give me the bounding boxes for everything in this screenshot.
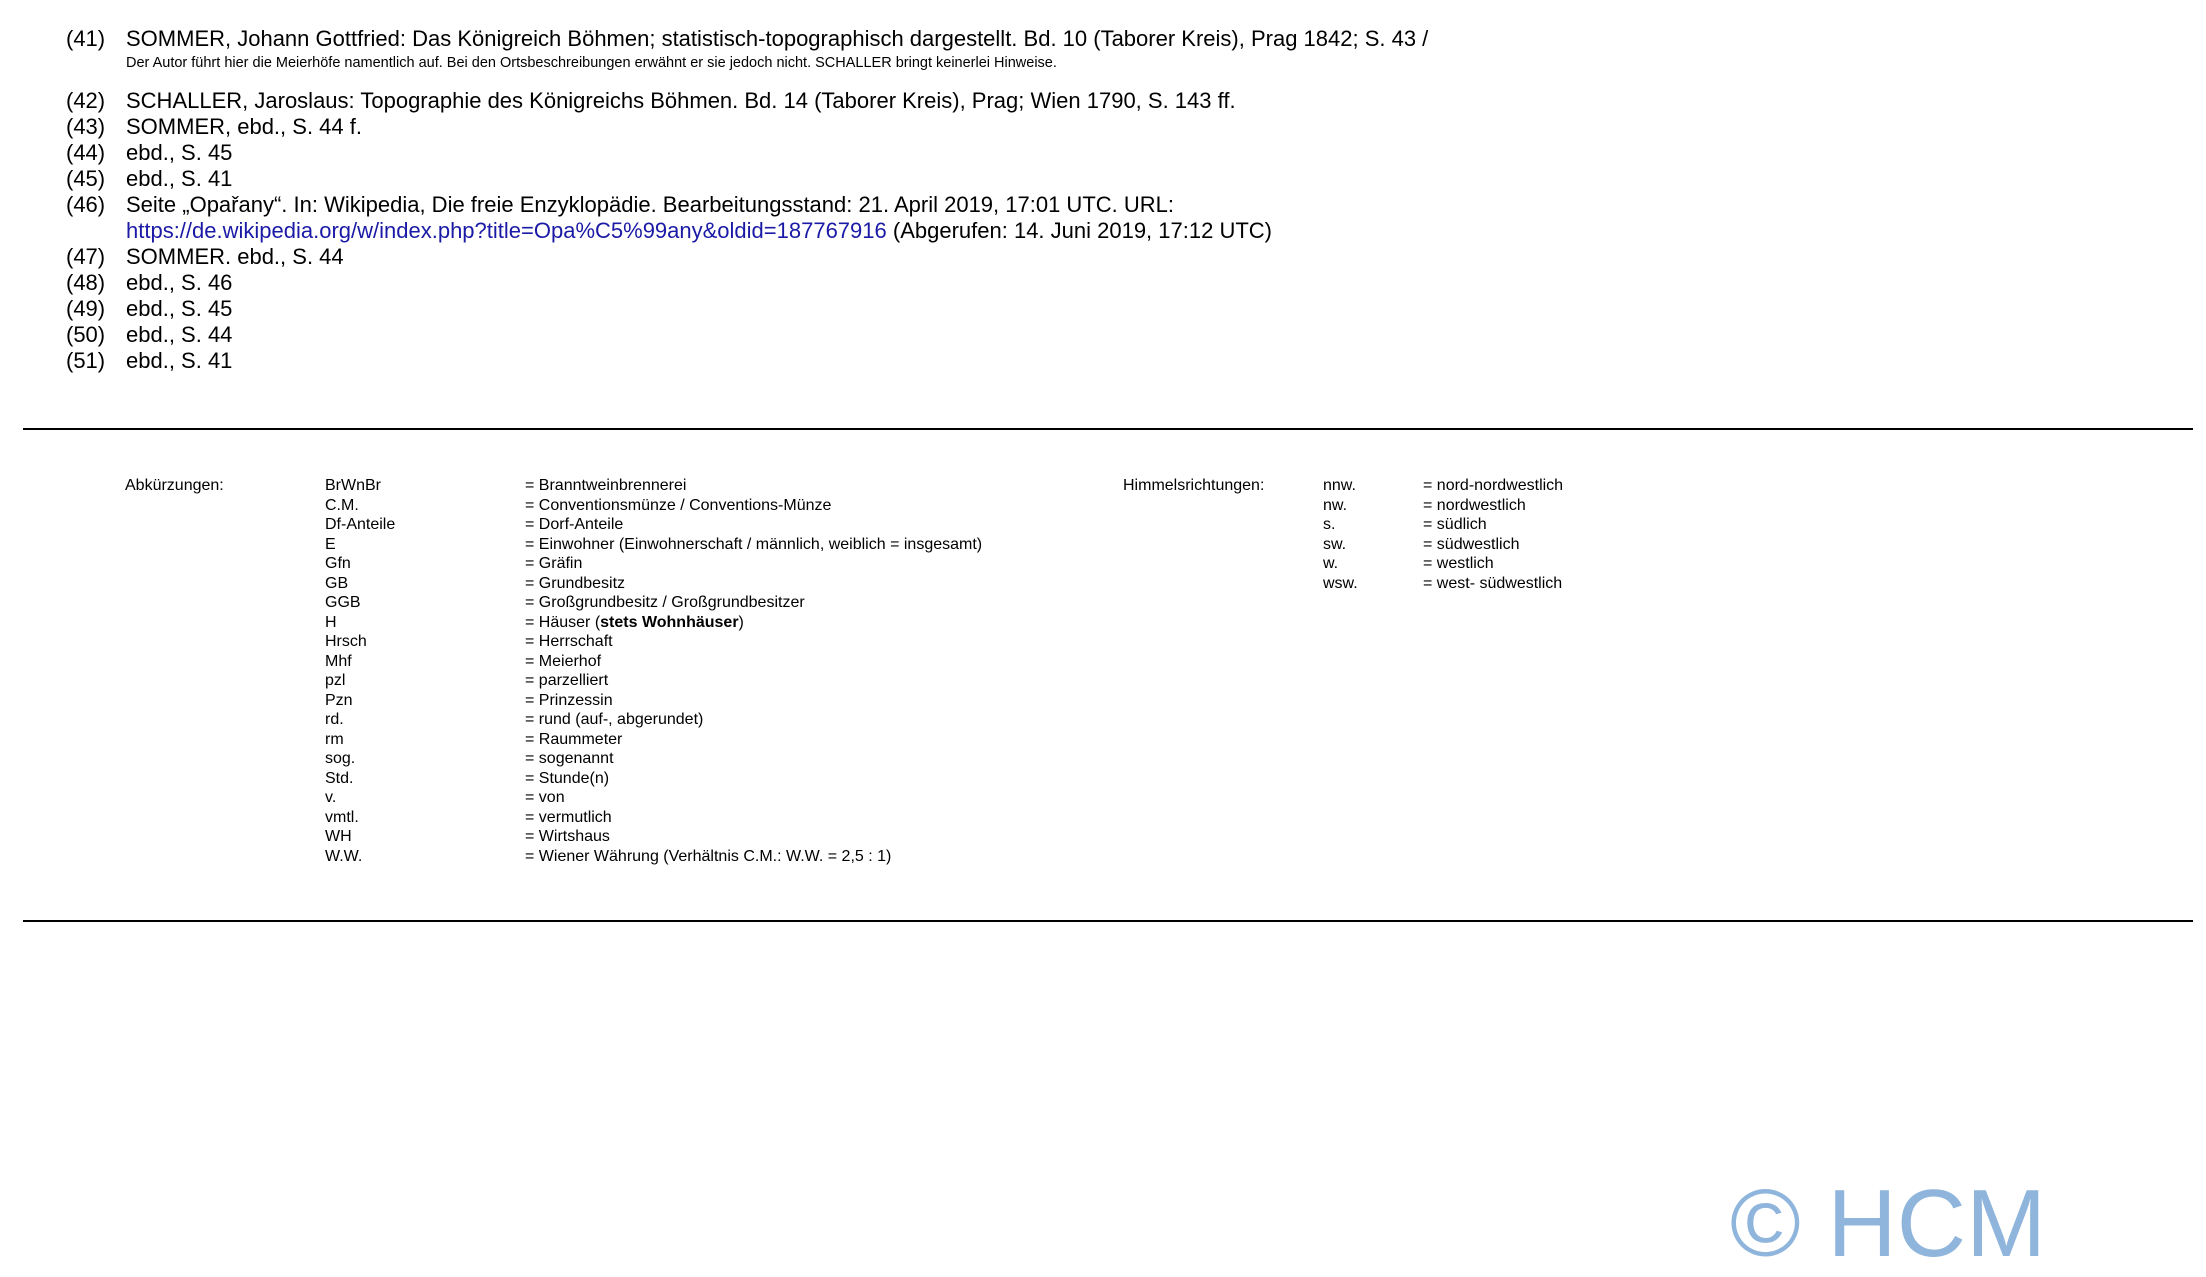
direction-row: [1323, 515, 1723, 535]
footnote-number: (49): [66, 296, 106, 321]
footnote: [66, 166, 1966, 192]
abbreviation-value: = von: [525, 789, 565, 806]
footnote-number: (44): [66, 140, 106, 165]
abbreviation-key: pzl: [325, 672, 346, 689]
abbreviation-key: rm: [325, 730, 344, 748]
abbreviation-key: v.: [325, 789, 337, 806]
abbreviation-value: = Wirtshaus: [525, 828, 610, 845]
footnote-text: ebd., S. 45: [126, 296, 233, 321]
abbreviation-row: [325, 574, 1085, 594]
abbreviation-key: Df-Anteile: [325, 516, 396, 533]
abbreviation-value: = Grundbesitz: [525, 574, 626, 592]
abbreviation-row: [325, 769, 1085, 789]
footnote-text: [126, 192, 1966, 244]
abbreviation-key: vmtl.: [325, 808, 359, 826]
abbreviation-value: = Branntweinbrennerei: [525, 477, 687, 494]
footnote-text: ebd., S. 44: [126, 322, 233, 347]
footnote: [66, 26, 1966, 74]
abbreviation-key: WH: [325, 828, 352, 845]
abbreviation-value: = Raummeter: [525, 730, 623, 748]
direction-key: nnw.: [1323, 477, 1356, 494]
abbreviation-key: sog.: [325, 750, 356, 767]
direction-value: = südwestlich: [1423, 535, 1520, 553]
abbreviation-value-start: = Häuser (: [525, 613, 601, 631]
abbreviation-key: W.W.: [325, 847, 363, 865]
abbreviation-row: [325, 847, 1085, 867]
direction-key: nw.: [1323, 496, 1348, 514]
abbreviation-row: [325, 749, 1085, 769]
abbreviation-value: = Prinzessin: [525, 691, 613, 709]
footnote: [66, 140, 1966, 166]
direction-row: [1323, 496, 1723, 516]
footnote-number: (50): [66, 322, 106, 347]
abbreviation-value: = Dorf-Anteile: [525, 516, 624, 533]
abbreviation-key: C.M.: [325, 496, 359, 514]
footnote-text: ebd., S. 41: [126, 348, 233, 373]
footnote-number: (48): [66, 270, 106, 295]
abbreviation-value: = sogenannt: [525, 750, 614, 767]
direction-row: [1323, 476, 1723, 496]
abbreviations-label: Abkürzungen:: [125, 477, 224, 494]
abbreviation-value: = Wiener Währung (Verhältnis C.M.: W.W. = 2,5 : 1): [525, 847, 892, 865]
abbreviation-key: Pzn: [325, 691, 353, 709]
abbreviation-row: [325, 652, 1085, 672]
abbreviation-row: [325, 515, 1085, 535]
footnote: [66, 348, 1966, 374]
direction-value: = westlich: [1423, 555, 1494, 572]
copyright-watermark: © HCM: [1730, 1170, 2047, 1277]
footnote: [66, 88, 1966, 114]
abbreviation-key: Std.: [325, 769, 354, 787]
footnote: [66, 270, 1966, 296]
abbreviation-value: = Stunde(n): [525, 769, 610, 787]
abbreviation-key: rd.: [325, 711, 344, 728]
abbreviation-row: [325, 808, 1085, 828]
direction-key: w.: [1323, 555, 1339, 572]
divider-top: [23, 428, 2193, 430]
abbreviation-key: Hrsch: [325, 633, 367, 650]
abbreviation-key: Mhf: [325, 652, 352, 670]
footnote: [66, 192, 1966, 244]
footnote-number: (42): [66, 88, 106, 113]
abbreviation-key: BrWnBr: [325, 477, 381, 494]
footnote-text: SOMMER. ebd., S. 44: [126, 244, 344, 269]
direction-row: [1323, 535, 1723, 555]
footnote-number: (43): [66, 114, 106, 139]
footnote-main: Seite „Opařany“. In: Wikipedia, Die freie Enzyklopädie. Bearbeitungsstand: 21. April 2019, 17:01 UTC. URL:: [126, 192, 1174, 217]
directions-label: Himmelsrichtungen:: [1123, 477, 1265, 494]
footnote: [66, 114, 1966, 140]
abbreviation-key: Gfn: [325, 555, 351, 572]
directions-list: [1323, 476, 1723, 593]
direction-value: = nord-nordwestlich: [1423, 477, 1564, 494]
abbreviation-row: [325, 613, 1085, 633]
abbreviation-value: = rund (auf-, abgerundet): [525, 711, 704, 728]
abbreviation-row: [325, 476, 1085, 496]
abbreviation-value-end: ): [738, 613, 744, 631]
abbreviation-row: [325, 691, 1085, 711]
abbreviation-key: H: [325, 613, 337, 631]
abbreviation-value: = Herrschaft: [525, 633, 613, 650]
abbreviation-key: E: [325, 535, 336, 553]
divider-bottom: [23, 920, 2193, 922]
footnote-text: [126, 26, 1966, 74]
footnote-text: SCHALLER, Jaroslaus: Topographie des Königreichs Böhmen. Bd. 14 (Taborer Kreis), Prag; Wien 1790, S. 143 ff.: [126, 88, 1236, 113]
abbreviation-row: [325, 730, 1085, 750]
abbreviation-row: [325, 535, 1085, 555]
footnote: [66, 322, 1966, 348]
direction-key: wsw.: [1323, 574, 1358, 592]
abbreviations-list: [325, 476, 1085, 866]
abbreviation-value: = vermutlich: [525, 808, 612, 826]
footnote-main: SOMMER, Johann Gottfried: Das Königreich Böhmen; statistisch-topographisch dargestellt. Bd. 10 (Taborer Kreis), Prag 1842; S. 43 /: [126, 26, 1429, 51]
direction-key: s.: [1323, 516, 1336, 533]
abbreviation-value: = Meierhof: [525, 652, 602, 670]
direction-value: = südlich: [1423, 516, 1487, 533]
abbreviation-row: [325, 710, 1085, 730]
abbreviation-row: [325, 496, 1085, 516]
footnote-number: (41): [66, 26, 106, 51]
abbreviation-row: [325, 788, 1085, 808]
footnote: [66, 244, 1966, 270]
abbreviation-value: = parzelliert: [525, 672, 609, 689]
abbreviation-value: = Gräfin: [525, 555, 583, 572]
footnote-number: (45): [66, 166, 106, 191]
direction-row: [1323, 554, 1723, 574]
abbreviation-row: [325, 554, 1085, 574]
direction-key: sw.: [1323, 535, 1347, 553]
abbreviation-row: [325, 827, 1085, 847]
footnote-text: SOMMER, ebd., S. 44 f.: [126, 114, 362, 139]
abbreviation-row: [325, 671, 1085, 691]
abbreviation-value: = Großgrundbesitz / Großgrundbesitzer: [525, 594, 805, 611]
footnote-retrieved: (Abgerufen: 14. Juni 2019, 17:12 UTC): [886, 218, 1272, 243]
abbreviation-value-bold: stets Wohnhäuser: [600, 613, 739, 631]
wikipedia-link[interactable]: https://de.wikipedia.org/w/index.php?title=Opa%C5%99any&oldid=187767916: [126, 218, 887, 243]
abbreviation-key: GGB: [325, 594, 361, 611]
footnote-list: [66, 26, 1966, 374]
footnote: [66, 296, 1966, 322]
direction-row: [1323, 574, 1723, 594]
footnote-text: ebd., S. 45: [126, 140, 233, 165]
footnote-number: (46): [66, 192, 106, 217]
abbreviation-value: [525, 613, 744, 633]
abbreviation-row: [325, 632, 1085, 652]
direction-value: = west- südwestlich: [1423, 574, 1563, 592]
abbreviation-value: = Einwohner (Einwohnerschaft / männlich, weiblich = insgesamt): [525, 535, 983, 553]
footnote-text: ebd., S. 46: [126, 270, 233, 295]
abbreviation-key: GB: [325, 574, 349, 592]
footnote-number: (47): [66, 244, 106, 269]
footnote-note: Der Autor führt hier die Meierhöfe namentlich auf. Bei den Ortsbeschreibungen erwähnt er sie jedoch nicht. SCHALLER bringt keinerlei Hinweise.: [126, 55, 1057, 71]
abbreviation-value: = Conventionsmünze / Conventions-Münze: [525, 496, 832, 514]
footnote-text: ebd., S. 41: [126, 166, 233, 191]
direction-value: = nordwestlich: [1423, 496, 1526, 514]
footnote-number: (51): [66, 348, 106, 373]
abbreviation-row: [325, 593, 1085, 613]
